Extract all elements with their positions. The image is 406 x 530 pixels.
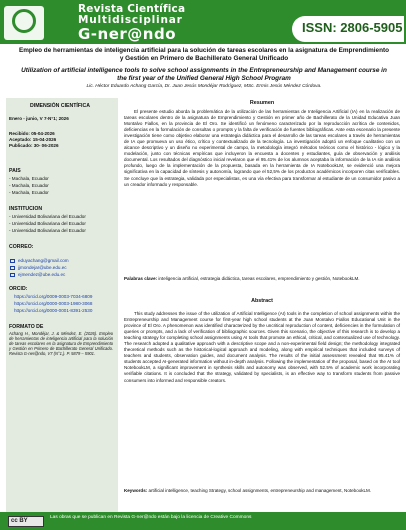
period-text: Enero - junio, V 7-N°1; 2026 [9, 116, 69, 121]
article-title-en: Utilization of artificial intelligence tools to solve school assignments in the Entrepreneurship and Management course in the first year of the Unified General High School Program [21, 67, 387, 82]
journal-name-line2: Multidisciplinar [78, 14, 183, 26]
keywords-text: inteligencia artificial, estrategia didáctica, tareas escolares, emprendimiento y gestión, NotebookLM. [158, 276, 360, 281]
orcid-link[interactable]: https://orcid.org/0009-0003-7034-6809 [14, 294, 93, 299]
journal-logo [4, 6, 44, 40]
cc-badge-text: cc BY [11, 518, 28, 524]
accepted-date: Aceptado: 15-04-2026 [9, 137, 57, 142]
article-authors: Lic. Héctor Eduardo Achang García, Dr. Juan Jesús Mondéjar Rodríguez, MSc. Ermis Jesús Méndez Córdova. [86, 84, 322, 89]
license-text: Las obras que se publican en Revista G-ner@ndo están bajo la licencia de Creative Commons [50, 515, 252, 520]
received-date: Recibido: 05-04-2026 [9, 131, 55, 136]
institucion-title: INSTITUCION [9, 206, 43, 212]
orcid-title: ORCID: [9, 286, 28, 292]
correo-title: CORREO: [9, 244, 34, 250]
pais-item: - Machala, Ecuador [9, 183, 49, 188]
pais-title: PAIS [9, 168, 21, 174]
institucion-item: - Universidad Bolivariana del Ecuador [9, 228, 86, 233]
dimension-title: DIMENSIÓN CIENTÍFICA [30, 103, 90, 109]
journal-name-line3: G-ner@ndo [78, 25, 177, 43]
resumen-title: Resumen [249, 100, 275, 106]
orcid-link[interactable]: https://orcid.org/0000-0001-8391-2530 [14, 308, 93, 313]
article-title-es: Empleo de herramientas de inteligencia artificial para la solución de tareas escolares en la asignatura de Emprendimiento y Gestión en Primero de Bachillerato General Unificado [18, 47, 390, 62]
citation-text: Achang H., Mondéjar, J. & Méndez, E. (2026). Empleo de herramientas de inteligencia artificial para la solución de tareas escolares en la asignatura de Emprendimiento y Gestión en Primero de Bachillerato General Unificado. Revista G-ner@ndo, V7 (N°1,). P. 5879 – 5901. [9, 331, 113, 356]
abstract-title: Abstract [251, 298, 273, 304]
abstract-body: This study addresses the issue of the utilization of Artificial Intelligence (AI) tools in the completion of school assignments within the Entrepreneurship and Management course for first-year high school students at the Juan Montalvo Fiallos Educational Unit in the province of El Oro. A phenomenon was identified characterized by the uncritical reproduction of content, deficiencies in the formulation of queries or prompts, and a lack of verification of bibliographic sources. Given this scenario, the objective of this research is to develop a teaching strategy for completing school assignments using AI tools that promote an ethical, critical, and contextualized use of technology. The research adopted a qualitative approach with a descriptive scope and a non-experimental field design; the methodology integrated theoretical methods such as the historical-logical approach and modeling, along with empirical techniques that included surveys of teachers and students, observation guides, and document analysis. The results of the initial assessment revealed that 95.41% of students accepted AI-generated information without in-depth analysis. Following the implementation of the proposal, based on the AI tool NotebookLM, a significant improvement in synthesis skills and autonomy was observed, with 52.5% of academic work incorporating verifiable citations. It is concluded that the strategy, validated by specialists, is an effective way to transform students from passive consumers into informed and responsible creators. [124, 311, 400, 383]
issn-text: ISSN: 2806-5905 [302, 20, 403, 35]
email-icon [10, 266, 15, 270]
journal-name-line1: Revista Científica [78, 3, 186, 15]
keywords-label: Palabras clave: [124, 276, 158, 281]
pais-item: - Machala, Ecuador [9, 190, 49, 195]
creative-commons-badge[interactable] [8, 516, 44, 527]
institucion-item: - Universidad Bolivariana del Ecuador [9, 214, 86, 219]
pais-item: - Machala, Ecuador [9, 176, 49, 181]
issn-badge [292, 16, 404, 42]
published-date: Publicado: 30- 06-2026 [9, 143, 59, 148]
keywords-text: artificial intelligence, teaching Strategy, school assignments, entrepreneurship and management, NotebookLM. [148, 488, 372, 493]
journal-header [0, 0, 406, 44]
resumen-keywords [124, 276, 400, 282]
license-footer [0, 512, 406, 530]
formato-title: FORMATO DE [9, 324, 44, 330]
institucion-item: - Universidad Bolivariana del Ecuador [9, 221, 86, 226]
logo-circle-icon [12, 9, 36, 33]
email-link[interactable]: jjmondejar@ube.edu.ec [18, 265, 67, 270]
resumen-body: El presente estudio aborda la problemática de la utilización de las herramientas de Inteligencia Artificial (IA) en la realización de tareas escolares dentro de la asignatura de Emprendimiento y Gestión en primer año de Bachillerato de la Unidad Educativa Juan Montalvo Fiallos, en la provincia de El Oro. Se identificó un fenómeno caracterizado por la reproducción acrítica de contenidos, deficiencias en la formulación de consultas o prompts y la falta de verificación de fuentes bibliográficas. Ante esta escenario la presente investigación tiene como objetivo elaborar una estrategia didáctica para el desarrollo de las tareas escolares a través de herramientas de IA que promueva un uso ético, crítico y contextualizado de la tecnología. La investigación adoptó un enfoque cualitativo con un alcance descriptivo y un diseño no experimental de campo, la metodología integró métodos teóricos como el histórico - lógico y la modelación, junto con técnicas empíricas que incluyeron la encuesta a docentes y estudiantes, guía de observación y análisis documental. Los resultados del diagnóstico inicial revelaron que el 95.41% de los alumnos aceptaba la información de la IA sin análisis profundo, luego de la implementación de la propuesta, basada en la herramienta de IA NotebookLM, se evidenció una mejora significativa en la capacidad de síntesis y autonomía, logrando que el 52,5% de los productos académicos incorporen citas verificables. Se concluye que la estrategia, validada por especialistas, es una vía efectiva para transformar al estudiante de un consumidor pasivo a un creador informado y responsable. [124, 109, 400, 187]
email-icon [10, 273, 15, 277]
email-link[interactable]: eduyachang@gmail.com [18, 258, 69, 263]
keywords-label: Keywords: [124, 488, 148, 493]
metadata-sidebar [6, 98, 118, 512]
email-link[interactable]: ejmendez@ube.edu.ec [18, 272, 66, 277]
orcid-link[interactable]: https://orcid.org/0000-0003-1980-3068 [14, 301, 93, 306]
abstract-keywords [124, 488, 400, 494]
email-icon [10, 259, 15, 263]
